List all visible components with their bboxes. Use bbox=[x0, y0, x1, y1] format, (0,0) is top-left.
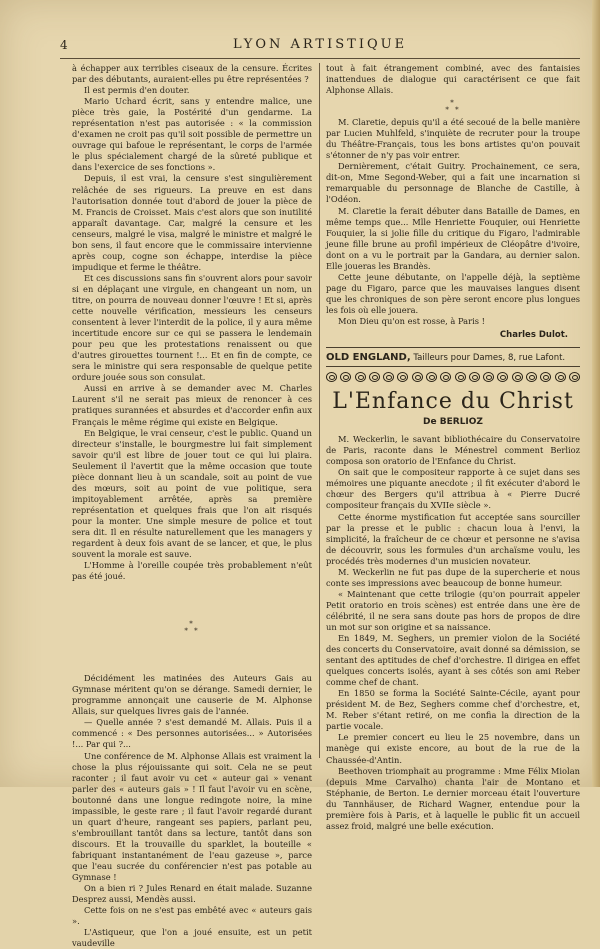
section-gap bbox=[72, 638, 312, 673]
advertisement bbox=[326, 352, 580, 364]
header-rule bbox=[60, 58, 580, 59]
paragraph: M. Claretie, depuis qu'il a été secoué de la belle manière par Lucien Muhlfeld, s'inquiète de recruter pour la troupe du Théâtre-Français, tous les bons artistes qu'on pouvait s'étonner de n'y pas voir entrer. bbox=[326, 117, 580, 161]
paragraph: Cette jeune débutante, on l'appelle déjà, la septième page du Figaro, parce que les mauvaises langues disent que les chroniques de son père seront encore plus longues les fois où elle jouera. bbox=[326, 271, 580, 315]
paragraph: L'Homme à l'oreille coupée très probablement n'eût pas été joué. bbox=[72, 560, 312, 582]
paragraph: L'Astiqueur, que l'on a joué ensuite, est un petit vaudeville bbox=[72, 927, 312, 949]
page-edge bbox=[592, 0, 600, 787]
scroll-ornament-icon bbox=[540, 372, 551, 382]
paragraph: M. Weckerlin ne fut pas dupe de la supercherie et nous conte ses impressions avec beaucoup de bonne humeur. bbox=[326, 566, 580, 588]
scroll-ornament-icon bbox=[569, 372, 580, 382]
paragraph: En Belgique, le vrai censeur, c'est le public. Quand un directeur s'installe, le bourgmestre lui fait simplement savoir qu'il est libre de jouer tout ce qui lui plaira. Seulement il l'avertit que la même occasion que toute pièce donnant lieu à un scandale, soit au point de vue des mœurs, soit au point de vue politique, sera impitoyablement arrêtée, après sa première représentation et quelques frais que l'on ait risqués pour la monter. Une simple mesure de police et tout sera dit. Il en résulte naturellement que les managers y regardent à deux fois avant de se lancer, et que, le plus souvent la morale est sauve. bbox=[72, 427, 312, 560]
paragraph: Et ces discussions sans fin s'ouvrent alors pour savoir si en déplaçant une virgule, en changeant un nom, un titre, on pourra de nouveau donner l'œuvre ! Et si, après cette nouvelle vérification, messieurs les censeurs consentent à lever l'interdit de la police, il y aura même incertitude encore sur ce qui se passera le lendemain pour peu que les protestations renaissent ou que d'autres girouettes tournent !... Et en fin de compte, ce sera le ministre qui sera responsable de quelque petite ordure jouée sous son consulat. bbox=[72, 272, 312, 383]
paragraph: à échapper aux terribles ciseaux de la censure. Écrites par des débutants, auraient-elles pu être représentées ? bbox=[72, 63, 312, 85]
scroll-ornament-icon bbox=[369, 372, 380, 382]
right-column bbox=[326, 63, 580, 832]
paragraph: Mon Dieu qu'on est rosse, à Paris ! bbox=[338, 315, 485, 326]
scroll-ornament-icon bbox=[555, 372, 566, 382]
scroll-ornament-icon bbox=[526, 372, 537, 382]
scroll-ornament-icon bbox=[355, 372, 366, 382]
paragraph: M. Claretie la ferait débuter dans Bataille de Dames, en même temps que... Mlle Henriette Fouquier, oui Henriette Fouquier, la si jolie fille du critique du Figaro, l'admirable jeune fille brune au profil impérieux de Cléopâtre d'ivoire, dont on a vu le portrait par la Gandara, au dernier salon. Elle joueras les Brandès. bbox=[326, 205, 580, 271]
page-number: 4 bbox=[60, 38, 68, 52]
scroll-ornament-icon bbox=[426, 372, 437, 382]
paragraph: En 1850 se forma la Société Sainte-Cécile, ayant pour président M. de Bez, Seghers comme chef d'orchestre, et, M. Reber s'étant retiré, on me confia la direction de la partie vocale. bbox=[326, 688, 580, 732]
paragraph: Cette fois on ne s'est pas embêté avec « auteurs gais ». bbox=[72, 905, 312, 927]
paragraph: Une conférence de M. Alphonse Allais est vraiment la chose la plus réjouissante qui soit. Cela ne se peut raconter ; il faut avoir vu cet « auteur gai » venant parler des « auteurs gais » ! Il faut l'avoir vu en scène, boutonné dans une longue redingote noire, la mine impassible, le geste rare ; il faut l'avoir regardé durant un quart d'heure, rangeant ses papiers, parlant peu, s'embrouillant tantôt dans sa lecture, tantôt dans son discours. Et la trouvaille du sparklet, la bouteille « fabriquant instantanément de l'eau gazeuse », parce que l'eau sucrée du conférencier n'est pas potable au Gymnase ! bbox=[72, 750, 312, 883]
paragraph: Le premier concert eu lieu le 25 novembre, dans un manège qui existe encore, au bout de la rue de la Chaussée-d'Antin. bbox=[326, 732, 580, 765]
advertisement-text: Tailleurs pour Dames, 8, rue Lafont. bbox=[413, 353, 566, 364]
paragraph: On a bien ri ? Jules Renard en était malade. Suzanne Desprez aussi, Mendès aussi. bbox=[72, 883, 312, 905]
section-rule bbox=[326, 347, 580, 348]
ornamental-border bbox=[326, 371, 580, 383]
scroll-ornament-icon bbox=[412, 372, 423, 382]
scroll-ornament-icon bbox=[326, 372, 337, 382]
paragraph: — Quelle année ? s'est demandé M. Allais. Puis il a commencé : « Des personnes autorisées... » Autorisées !... Par qui ?... bbox=[72, 717, 312, 750]
scroll-ornament-icon bbox=[455, 372, 466, 382]
paragraph: Mario Uchard écrit, sans y entendre malice, une pièce très gaie, la Postérité d'un gendarme. La représentation n'est pas autorisée : « la commission d'examen ne croit pas qu'il soit possible de permettre un ouvrage qui bafoue le représentant, le corps de l'armée le plus spécialement chargé de la sûreté publique et dans l'exercice de ses fonctions ». bbox=[72, 96, 312, 173]
paragraph: M. Weckerlin, le savant bibliothécaire du Conservatoire de Paris, raconte dans le Ménestrel comment Berlioz composa son oratorio de l'Enfance du Christ. bbox=[326, 434, 580, 467]
paragraph: On sait que le compositeur rapporte à ce sujet dans ses mémoires une piquante anecdote ; il fit exécuter d'abord le chœur des Bergers qu'il attribua à « Pierre Ducré compositeur français du XVIIe siècle ». bbox=[326, 467, 580, 511]
scroll-ornament-icon bbox=[397, 372, 408, 382]
scroll-ornament-icon bbox=[512, 372, 523, 382]
section-rule bbox=[326, 366, 580, 367]
publication-title: LYON ARTISTIQUE bbox=[232, 37, 408, 52]
scroll-ornament-icon bbox=[483, 372, 494, 382]
scroll-ornament-icon bbox=[469, 372, 480, 382]
scroll-ornament-icon bbox=[440, 372, 451, 382]
paragraph: Beethoven triomphait au programme : Mme Félix Miolan (depuis Mme Carvalho) chanta l'air de Montano et Stéphanie, de Berton. Le dernier morceau était l'ouverture du Tannhäuser, de Richard Wagner, entendue pour la première fois à Paris, et à laquelle le public fit un accueil assez froid, malgré une belle exécution. bbox=[326, 765, 580, 831]
paragraph: tout à fait étrangement combiné, avec des fantaisies inattendues de dialogue qui caractérisent ce que fait Alphonse Allais. bbox=[326, 63, 580, 96]
advertiser-name: OLD ENGLAND, bbox=[326, 352, 411, 364]
column-divider bbox=[319, 63, 320, 758]
paragraph: Dernièrement, c'était Guitry. Prochainement, ce sera, dit-on, Mme Segond-Weber, qui a fait une incarnation si remarquable du personnage de Blanche de Castille, à l'Odéon. bbox=[326, 161, 580, 205]
paragraph: Il est permis d'en douter. bbox=[84, 85, 190, 96]
paragraph: Aussi en arrive à se demander avec M. Charles Laurent s'il ne serait pas mieux de renoncer à ces pratiques surannées et absurdes et d'accorder enfin aux Français le même régime qui existe en Belgique. bbox=[72, 383, 312, 427]
paragraph: « Maintenant que cette trilogie (qu'on pourrait appeler Petit oratorio en trois scènes) est entrée dans une ère de célébrité, il ne sera sans doute pas hors de propos de dire un mot sur son origine et sa naissance. bbox=[326, 588, 580, 632]
author-signature: Charles Dulot. bbox=[499, 330, 568, 341]
page-header bbox=[60, 34, 580, 56]
article-subtitle: De BERLIOZ bbox=[423, 417, 483, 428]
section-separator-stars: * * * bbox=[184, 620, 200, 636]
paragraph: Depuis, il est vrai, la censure s'est singulièrement relâchée de ses rigueurs. La preuve en est dans l'autorisation donnée tout d'abord de jouer la pièce de M. Francis de Croisset. Mais c'est alors que son inutilité apparaît davantage. Car, malgré la censure et les censeurs, malgré le visa, malgré le ministre et malgré le bon sens, il faut encore que le commissaire intervienne après coup, cogne son échappe, interdise la pièce impudique et ferme le théâtre. bbox=[72, 173, 312, 272]
section-separator-stars: * * * bbox=[445, 99, 461, 115]
scroll-ornament-icon bbox=[383, 372, 394, 382]
paragraph: Décidément les matinées des Auteurs Gais au Gymnase méritent qu'on se dérange. Samedi dernier, le programme annonçait une causerie de M. Alphonse Allais, sur quelques livres gais de l'année. bbox=[72, 673, 312, 717]
scroll-ornament-icon bbox=[340, 372, 351, 382]
section-gap bbox=[72, 582, 312, 617]
paragraph: En 1849, M. Seghers, un premier violon de la Société des concerts du Conservatoire, avait donné sa démission, se sentant des aptitudes de chef d'orchestre. Il dirigea en effet quelques concerts isolés, ayant à ses côtés son ami Reber comme chef de chant. bbox=[326, 633, 581, 688]
left-column bbox=[72, 63, 312, 949]
paragraph: Cette énorme mystification fut acceptée sans sourciller par la presse et le public : chacun loua à l'envi, la simplicité, la fraîcheur de ce chœur et personne ne s'avisa de découvrir, sous les formules d'un archaïsme voulu, les procédés très modernes d'un musicien novateur. bbox=[326, 511, 580, 566]
scroll-ornament-icon bbox=[497, 372, 508, 382]
article-title: L'Enfance du Christ bbox=[332, 389, 574, 415]
